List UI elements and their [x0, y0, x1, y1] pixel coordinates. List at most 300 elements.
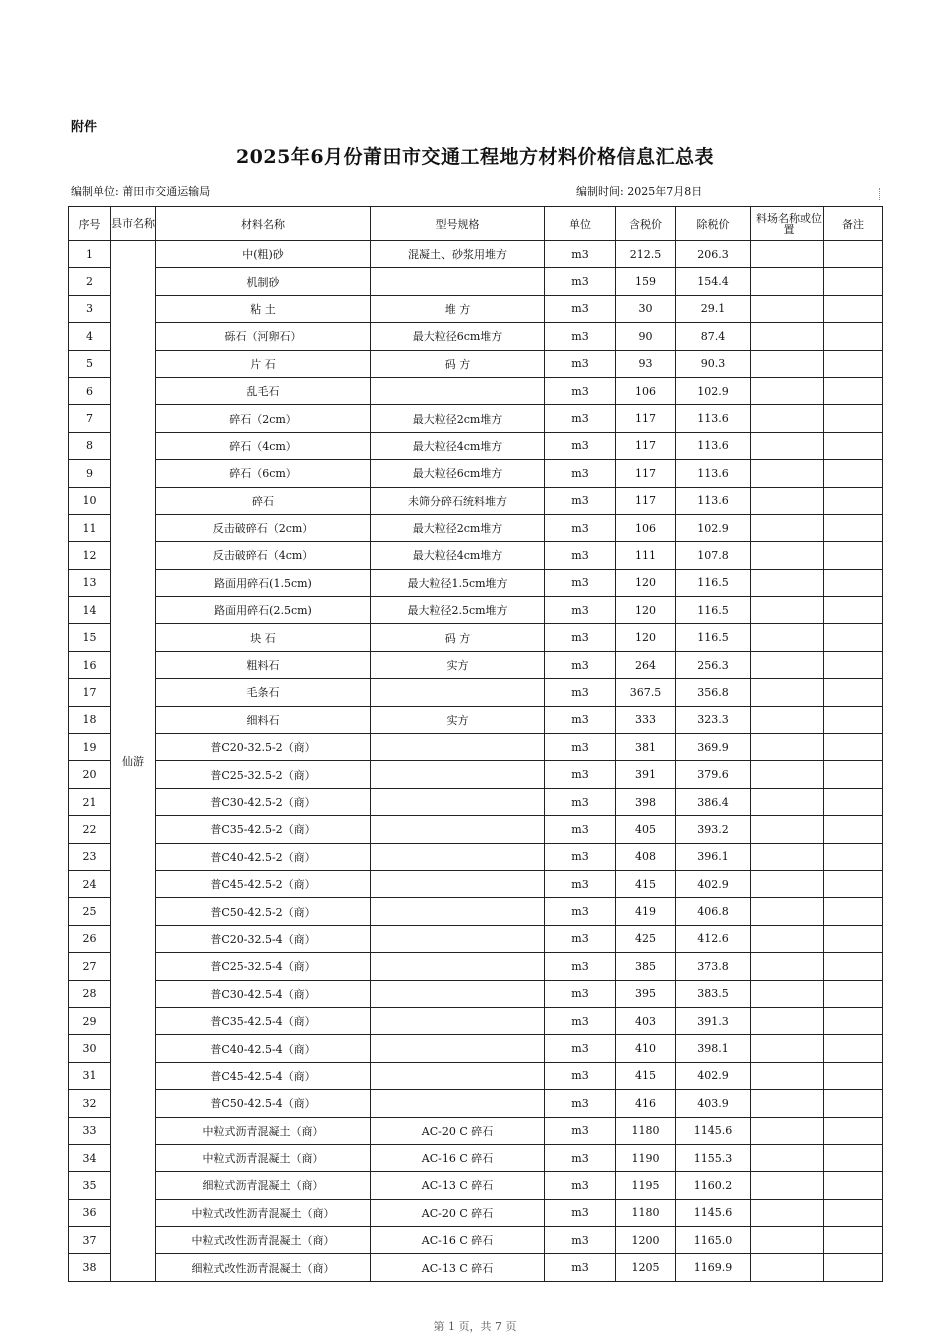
table-row — [69, 1007, 883, 1034]
table-row — [69, 843, 883, 870]
cell-spec — [371, 870, 545, 897]
cell-location — [751, 706, 824, 733]
cell-spec: 最大粒径1.5cm堆方 — [371, 569, 545, 596]
cell-price-tax: 111 — [616, 542, 676, 569]
cell-location — [751, 788, 824, 815]
cell-location — [751, 487, 824, 514]
cell-price-notax: 402.9 — [676, 870, 751, 897]
cell-location — [751, 569, 824, 596]
cell-remark — [824, 1007, 883, 1034]
cell-seq: 35 — [69, 1172, 111, 1199]
cell-material: 中粒式沥青混凝土（商） — [156, 1117, 371, 1144]
cell-location — [751, 1172, 824, 1199]
page-footer: 第 1 页，共 7 页 — [433, 1320, 517, 1333]
cell-price-notax: 29.1 — [676, 295, 751, 322]
table-row — [69, 1227, 883, 1254]
cell-remark — [824, 843, 883, 870]
cell-spec — [371, 1035, 545, 1062]
cell-location — [751, 1035, 824, 1062]
cell-price-tax: 212.5 — [616, 241, 676, 268]
cell-remark — [824, 268, 883, 295]
table-row — [69, 624, 883, 651]
cell-unit: m3 — [545, 1062, 616, 1089]
header-county-label: 县市名称 — [111, 216, 155, 230]
cell-remark — [824, 870, 883, 897]
cell-seq: 7 — [69, 405, 111, 432]
cell-remark — [824, 1035, 883, 1062]
cell-price-tax: 1200 — [616, 1227, 676, 1254]
cell-price-tax: 264 — [616, 651, 676, 678]
cell-seq: 32 — [69, 1090, 111, 1117]
header-price-tax: 含税价 — [616, 207, 676, 241]
cell-price-tax: 120 — [616, 597, 676, 624]
cell-material: 路面用碎石(1.5cm) — [156, 569, 371, 596]
cell-seq: 5 — [69, 350, 111, 377]
cell-seq: 16 — [69, 651, 111, 678]
cell-seq: 9 — [69, 460, 111, 487]
cell-unit: m3 — [545, 405, 616, 432]
cell-material: 碎石 — [156, 487, 371, 514]
cell-price-notax: 154.4 — [676, 268, 751, 295]
cell-price-notax: 369.9 — [676, 734, 751, 761]
cell-seq: 10 — [69, 487, 111, 514]
table-row — [69, 870, 883, 897]
cell-price-tax: 106 — [616, 377, 676, 404]
table-row — [69, 925, 883, 952]
table-row — [69, 569, 883, 596]
cell-spec: AC-13 C 碎石 — [371, 1254, 545, 1281]
cell-material: 普C45-42.5-4（商） — [156, 1062, 371, 1089]
cell-unit: m3 — [545, 1172, 616, 1199]
compiling-unit: 编制单位: 莆田市交通运输局 — [71, 185, 211, 198]
cell-seq: 1 — [69, 241, 111, 268]
cell-location — [751, 1227, 824, 1254]
cell-spec: 码 方 — [371, 624, 545, 651]
table-row — [69, 679, 883, 706]
cell-spec: 堆 方 — [371, 295, 545, 322]
cell-seq: 28 — [69, 980, 111, 1007]
cell-location — [751, 350, 824, 377]
attachment-label: 附件 — [71, 120, 98, 135]
header-price-notax: 除税价 — [676, 207, 751, 241]
cell-price-notax: 87.4 — [676, 323, 751, 350]
cell-price-tax: 1205 — [616, 1254, 676, 1281]
cell-location — [751, 241, 824, 268]
cell-spec — [371, 816, 545, 843]
cell-price-notax: 116.5 — [676, 569, 751, 596]
cell-price-notax: 406.8 — [676, 898, 751, 925]
cell-material: 普C20-32.5-4（商） — [156, 925, 371, 952]
cell-spec: AC-16 C 碎石 — [371, 1144, 545, 1171]
cell-unit: m3 — [545, 953, 616, 980]
table-row — [69, 241, 883, 268]
cell-location — [751, 268, 824, 295]
cell-remark — [824, 597, 883, 624]
cell-seq: 22 — [69, 816, 111, 843]
cell-material: 砾石（河卵石） — [156, 323, 371, 350]
cell-price-notax: 116.5 — [676, 597, 751, 624]
cell-seq: 24 — [69, 870, 111, 897]
cell-unit: m3 — [545, 268, 616, 295]
cell-unit: m3 — [545, 925, 616, 952]
cell-location — [751, 761, 824, 788]
cell-price-tax: 395 — [616, 980, 676, 1007]
cell-unit: m3 — [545, 460, 616, 487]
cell-spec: 最大粒径2.5cm堆方 — [371, 597, 545, 624]
cell-location — [751, 925, 824, 952]
cell-material: 普C50-42.5-2（商） — [156, 898, 371, 925]
cell-remark — [824, 377, 883, 404]
cell-seq: 3 — [69, 295, 111, 322]
cell-material: 碎石（2cm） — [156, 405, 371, 432]
table-row — [69, 788, 883, 815]
cell-material: 细粒式改性沥青混凝土（商） — [156, 1254, 371, 1281]
cell-unit: m3 — [545, 870, 616, 897]
table-row — [69, 514, 883, 541]
cell-spec — [371, 268, 545, 295]
cell-price-notax: 1165.0 — [676, 1227, 751, 1254]
cell-material: 粗料石 — [156, 651, 371, 678]
cell-spec: 最大粒径4cm堆方 — [371, 432, 545, 459]
cell-material: 普C30-42.5-4（商） — [156, 980, 371, 1007]
cell-location — [751, 405, 824, 432]
cell-remark — [824, 405, 883, 432]
cell-unit: m3 — [545, 1117, 616, 1144]
cell-seq: 33 — [69, 1117, 111, 1144]
cell-remark — [824, 788, 883, 815]
table-row — [69, 734, 883, 761]
cell-price-tax: 410 — [616, 1035, 676, 1062]
cell-material: 毛条石 — [156, 679, 371, 706]
cell-seq: 26 — [69, 925, 111, 952]
cell-seq: 23 — [69, 843, 111, 870]
cell-remark — [824, 295, 883, 322]
cell-remark — [824, 706, 883, 733]
cell-spec: AC-13 C 碎石 — [371, 1172, 545, 1199]
cell-price-notax: 1160.2 — [676, 1172, 751, 1199]
cell-unit: m3 — [545, 432, 616, 459]
cell-seq: 31 — [69, 1062, 111, 1089]
cell-remark — [824, 1227, 883, 1254]
cell-remark — [824, 816, 883, 843]
cell-material: 普C35-42.5-2（商） — [156, 816, 371, 843]
cell-spec: 实方 — [371, 651, 545, 678]
cell-spec: AC-20 C 碎石 — [371, 1199, 545, 1226]
cell-unit: m3 — [545, 597, 616, 624]
header-location-label: 料场名称或位置 — [756, 211, 822, 236]
table-row — [69, 350, 883, 377]
cell-price-notax: 102.9 — [676, 377, 751, 404]
cell-unit: m3 — [545, 569, 616, 596]
cell-price-notax: 412.6 — [676, 925, 751, 952]
cell-price-notax: 373.8 — [676, 953, 751, 980]
cell-unit: m3 — [545, 980, 616, 1007]
cell-seq: 19 — [69, 734, 111, 761]
cell-material: 普C25-32.5-4（商） — [156, 953, 371, 980]
cell-spec: 最大粒径2cm堆方 — [371, 514, 545, 541]
cell-location — [751, 323, 824, 350]
cell-spec: AC-16 C 碎石 — [371, 1227, 545, 1254]
cell-material: 细粒式沥青混凝土（商） — [156, 1172, 371, 1199]
header-seq: 序号 — [69, 207, 111, 241]
table-row — [69, 761, 883, 788]
cell-seq: 13 — [69, 569, 111, 596]
cell-spec: 实方 — [371, 706, 545, 733]
cell-spec — [371, 734, 545, 761]
cell-price-tax: 1180 — [616, 1117, 676, 1144]
cell-material: 普C45-42.5-2（商） — [156, 870, 371, 897]
cell-remark — [824, 980, 883, 1007]
cell-price-tax: 117 — [616, 460, 676, 487]
table-row — [69, 1144, 883, 1171]
cell-seq: 21 — [69, 788, 111, 815]
cell-location — [751, 542, 824, 569]
table-row — [69, 898, 883, 925]
cell-material: 反击破碎石（4cm） — [156, 542, 371, 569]
cell-unit: m3 — [545, 323, 616, 350]
cell-seq: 4 — [69, 323, 111, 350]
cell-price-tax: 117 — [616, 487, 676, 514]
table-row — [69, 706, 883, 733]
cell-price-tax: 1195 — [616, 1172, 676, 1199]
cell-remark — [824, 679, 883, 706]
table-row — [69, 1090, 883, 1117]
cell-spec: 未筛分碎石统料堆方 — [371, 487, 545, 514]
cell-remark — [824, 241, 883, 268]
cell-material: 中粒式改性沥青混凝土（商） — [156, 1199, 371, 1226]
cell-price-notax: 403.9 — [676, 1090, 751, 1117]
cell-price-notax: 113.6 — [676, 432, 751, 459]
cell-seq: 6 — [69, 377, 111, 404]
cell-location — [751, 953, 824, 980]
table-row — [69, 953, 883, 980]
cell-spec: AC-20 C 碎石 — [371, 1117, 545, 1144]
table-row — [69, 377, 883, 404]
cell-remark — [824, 542, 883, 569]
table-row — [69, 651, 883, 678]
cell-location — [751, 1254, 824, 1281]
cell-unit: m3 — [545, 1227, 616, 1254]
cell-price-notax: 1169.9 — [676, 1254, 751, 1281]
cell-spec: 最大粒径6cm堆方 — [371, 460, 545, 487]
cell-seq: 17 — [69, 679, 111, 706]
compiling-date: 编制时间: 2025年7月8日 — [576, 185, 703, 198]
table-row — [69, 460, 883, 487]
cell-material: 机制砂 — [156, 268, 371, 295]
cell-material: 细料石 — [156, 706, 371, 733]
cell-price-tax: 425 — [616, 925, 676, 952]
cell-location — [751, 432, 824, 459]
cell-price-tax: 30 — [616, 295, 676, 322]
cell-material: 中(粗)砂 — [156, 241, 371, 268]
cell-spec: 最大粒径2cm堆方 — [371, 405, 545, 432]
cell-material: 路面用碎石(2.5cm) — [156, 597, 371, 624]
cell-remark — [824, 898, 883, 925]
cell-unit: m3 — [545, 1254, 616, 1281]
cell-price-notax: 391.3 — [676, 1007, 751, 1034]
cell-unit: m3 — [545, 295, 616, 322]
cell-location — [751, 734, 824, 761]
cell-seq: 25 — [69, 898, 111, 925]
cell-price-notax: 386.4 — [676, 788, 751, 815]
cell-location — [751, 1117, 824, 1144]
cell-location — [751, 898, 824, 925]
cell-remark — [824, 651, 883, 678]
table-row — [69, 542, 883, 569]
cell-spec: 混凝土、砂浆用堆方 — [371, 241, 545, 268]
cell-unit: m3 — [545, 241, 616, 268]
cell-remark — [824, 460, 883, 487]
cell-seq: 34 — [69, 1144, 111, 1171]
cell-location — [751, 377, 824, 404]
cell-location — [751, 1007, 824, 1034]
cell-price-notax: 113.6 — [676, 487, 751, 514]
cell-unit: m3 — [545, 514, 616, 541]
cell-material: 中粒式改性沥青混凝土（商） — [156, 1227, 371, 1254]
cell-price-notax: 102.9 — [676, 514, 751, 541]
cell-price-tax: 333 — [616, 706, 676, 733]
cell-price-notax: 379.6 — [676, 761, 751, 788]
cell-unit: m3 — [545, 843, 616, 870]
cell-price-tax: 398 — [616, 788, 676, 815]
cell-material: 普C25-32.5-2（商） — [156, 761, 371, 788]
cell-price-tax: 415 — [616, 1062, 676, 1089]
cell-price-notax: 90.3 — [676, 350, 751, 377]
cell-material: 普C40-42.5-4（商） — [156, 1035, 371, 1062]
cell-remark — [824, 569, 883, 596]
cell-spec — [371, 679, 545, 706]
cell-price-tax: 117 — [616, 405, 676, 432]
document-title: 2025年6月份莆田市交通工程地方材料价格信息汇总表 — [235, 146, 715, 168]
cell-spec: 码 方 — [371, 350, 545, 377]
cell-material: 块 石 — [156, 624, 371, 651]
header-unit: 单位 — [545, 207, 616, 241]
cell-price-notax: 398.1 — [676, 1035, 751, 1062]
price-table — [68, 206, 883, 1282]
cell-unit: m3 — [545, 377, 616, 404]
cell-unit: m3 — [545, 1090, 616, 1117]
cell-price-notax: 1145.6 — [676, 1117, 751, 1144]
cell-unit: m3 — [545, 706, 616, 733]
cell-remark — [824, 350, 883, 377]
cell-seq: 2 — [69, 268, 111, 295]
cell-location — [751, 1199, 824, 1226]
cell-unit: m3 — [545, 788, 616, 815]
cell-unit: m3 — [545, 350, 616, 377]
cell-spec — [371, 980, 545, 1007]
cell-unit: m3 — [545, 734, 616, 761]
cell-location — [751, 1062, 824, 1089]
header-county — [111, 207, 156, 241]
cell-seq: 20 — [69, 761, 111, 788]
cell-spec — [371, 925, 545, 952]
cell-price-notax: 113.6 — [676, 405, 751, 432]
cell-location — [751, 597, 824, 624]
cell-remark — [824, 487, 883, 514]
table-row — [69, 1117, 883, 1144]
cell-location — [751, 980, 824, 1007]
cell-price-tax: 1190 — [616, 1144, 676, 1171]
cell-unit: m3 — [545, 1199, 616, 1226]
cell-unit: m3 — [545, 542, 616, 569]
cell-location — [751, 679, 824, 706]
cell-material: 普C20-32.5-2（商） — [156, 734, 371, 761]
cell-material: 碎石（6cm） — [156, 460, 371, 487]
cell-unit: m3 — [545, 679, 616, 706]
table-row — [69, 1062, 883, 1089]
table-row — [69, 1035, 883, 1062]
cell-spec — [371, 843, 545, 870]
cell-remark — [824, 953, 883, 980]
cell-material: 中粒式沥青混凝土（商） — [156, 1144, 371, 1171]
cell-seq: 27 — [69, 953, 111, 980]
cell-price-tax: 415 — [616, 870, 676, 897]
cell-price-tax: 120 — [616, 569, 676, 596]
cell-spec — [371, 953, 545, 980]
cell-seq: 18 — [69, 706, 111, 733]
cell-spec — [371, 377, 545, 404]
cell-price-tax: 106 — [616, 514, 676, 541]
cell-seq: 30 — [69, 1035, 111, 1062]
cell-location — [751, 843, 824, 870]
header-remark: 备注 — [824, 207, 883, 241]
cell-price-tax: 1180 — [616, 1199, 676, 1226]
header-material: 材料名称 — [156, 207, 371, 241]
cell-price-notax: 323.3 — [676, 706, 751, 733]
cell-seq: 14 — [69, 597, 111, 624]
cell-spec — [371, 761, 545, 788]
cell-material: 反击破碎石（2cm） — [156, 514, 371, 541]
cell-price-notax: 206.3 — [676, 241, 751, 268]
cell-location — [751, 460, 824, 487]
cell-price-notax: 107.8 — [676, 542, 751, 569]
cell-remark — [824, 432, 883, 459]
cell-location — [751, 295, 824, 322]
cell-remark — [824, 1172, 883, 1199]
cell-remark — [824, 1199, 883, 1226]
cell-material: 碎石（4cm） — [156, 432, 371, 459]
cell-price-tax: 385 — [616, 953, 676, 980]
cell-price-notax: 1155.3 — [676, 1144, 751, 1171]
cell-seq: 36 — [69, 1199, 111, 1226]
cell-remark — [824, 624, 883, 651]
cell-seq: 37 — [69, 1227, 111, 1254]
cell-price-notax: 116.5 — [676, 624, 751, 651]
cell-location — [751, 514, 824, 541]
cell-spec — [371, 898, 545, 925]
table-row — [69, 816, 883, 843]
table-row — [69, 405, 883, 432]
cell-unit: m3 — [545, 1035, 616, 1062]
cell-price-tax: 381 — [616, 734, 676, 761]
cell-price-notax: 383.5 — [676, 980, 751, 1007]
cell-price-tax: 408 — [616, 843, 676, 870]
cell-remark — [824, 1144, 883, 1171]
table-row — [69, 597, 883, 624]
cell-price-tax: 419 — [616, 898, 676, 925]
cell-material: 普C35-42.5-4（商） — [156, 1007, 371, 1034]
header-spec: 型号规格 — [371, 207, 545, 241]
table-row — [69, 268, 883, 295]
cell-remark — [824, 1062, 883, 1089]
cell-remark — [824, 1117, 883, 1144]
cell-remark — [824, 514, 883, 541]
cell-location — [751, 651, 824, 678]
cell-seq: 11 — [69, 514, 111, 541]
header-location — [751, 207, 824, 241]
cell-seq: 38 — [69, 1254, 111, 1281]
table-row — [69, 323, 883, 350]
